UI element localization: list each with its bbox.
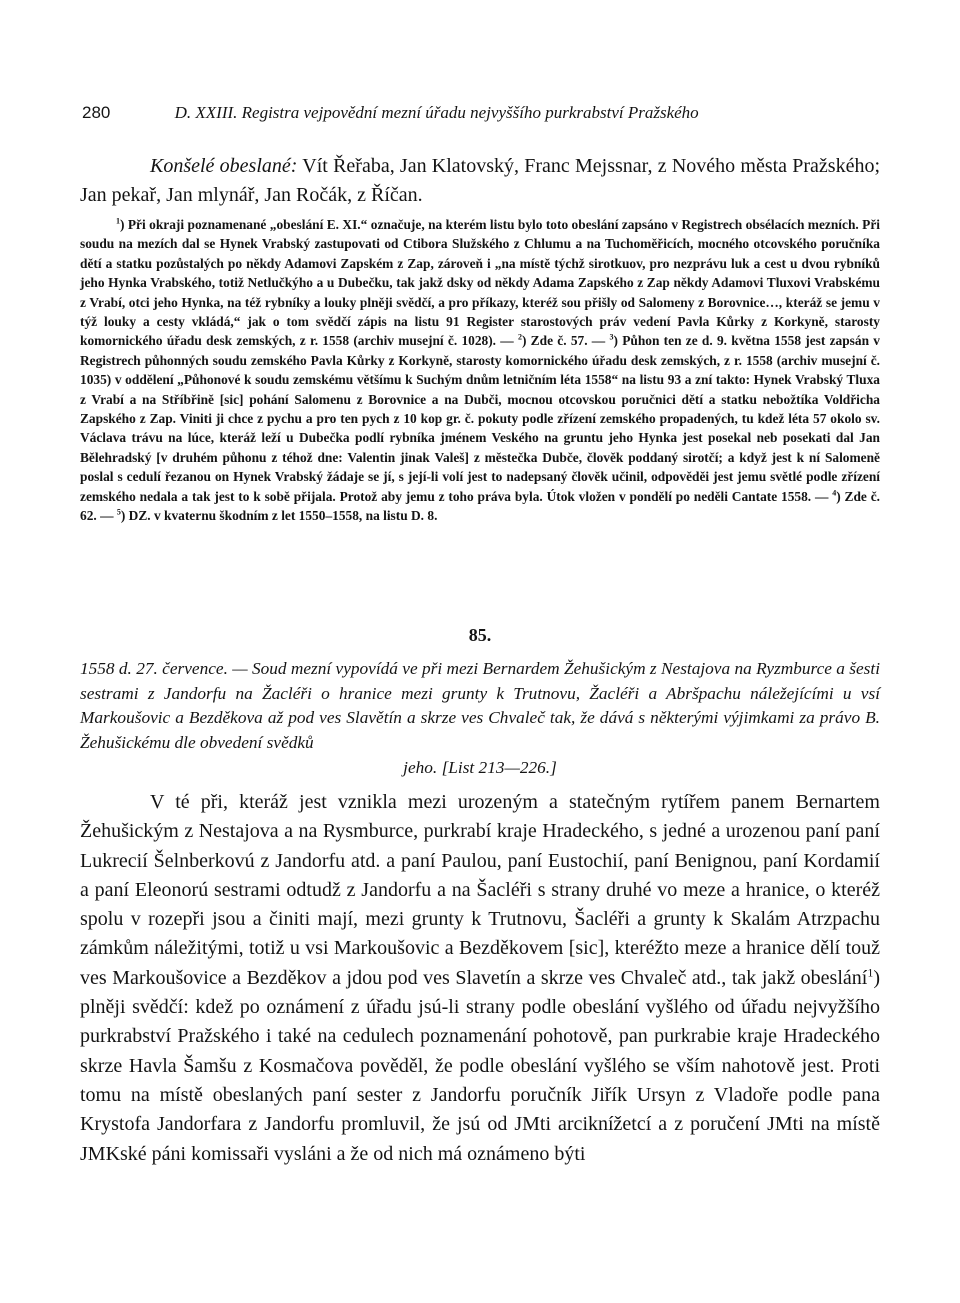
- regest-reference: jeho. [List 213—226.]: [403, 757, 557, 777]
- council-names: Vít Řeřaba, Jan Klatovský, Franc Mejssnar, z Nového města Pražského; Jan pekař, Jan mlynář, Jan Ročák, z Říčan.: [80, 155, 881, 206]
- footnote-4: ) Zde č. 62. —: [80, 488, 880, 524]
- footnote-3-mark: 3: [609, 332, 614, 342]
- footnote-1-mark: 1: [116, 216, 121, 226]
- footnote-2: ) Zde č. 57. —: [521, 333, 606, 349]
- body-text: [80, 788, 880, 1169]
- footnote-5: ) DZ. v kvaternu škodním z let 1550–1558, na listu D. 8.: [120, 508, 438, 524]
- footnotes: [80, 215, 880, 526]
- footnote-3: ) Půhon ten ze d. 9. května 1558 jest zapsán v Registrech půhonných soudu zemského Pavla Kůrky z Korkyně, starosty komornického úřadu desk zemských, z r. 1558 (archiv musejní č. 1035) v oddělení „Půhonové k soudu zemskému většímu k Suchým dnům letničním léta 1558“ na listu 93 a zní takto: Hynek Vrabský Tluxa z Vrabí a na Stříbřině [sic] pohání Salomenu z Borovnice a na Dubči, mocnou otcovskou poručnici dětí a statku nebožtíka Voldřicha Zapského z Zap. Viniti ji chce z pychu a pro ten pych z 10 kop gr. č. pokuty podle zřízení zemského propadených, tu kdež léta 57 okolo sv. Václava trávu na lúce, kteráž leží u Dubečka podlí rybníka jménem Veského na gruntu jeho Hynka jest posekal neb posekati dal Jan Bělehradský [v druhém půhonu z téhož dne: Valentin jinak Valeš] z městečka Dubče, člověk poddaný sirotčí; a když jest k ní Salomeně poslal s cedulí řezanou on Hynek Vrabský žádaje se jí, s její-li volí jest to nadepsaný člověk učinil, odpověděi jest jemu světlé podle zřízení zemského nedala a tak jest to k sobě přijala. Protož aby jemu z toho práva byla. Útok vložen v pondělí po neděli Cantate 1558. —: [80, 333, 880, 504]
- body-part-2: ) plněji svědčí: kdež po oznámení z úřadu jsú-li strany podle obeslání vyšlého od úřadu nejvyžšího purkrabství Pražského i také na cedulech poznamenání pohotově, pan purkrabie kraje Hradeckého skrze Havla Šamšu z Kosmačova pověděl, že podle obeslání vyšlého se vším nahotově jest. Proti tomu na místě obeslaných paní sester z Jandorfu poručník Jiřík Ursyn z Vladoře podle pana Krystofa Jandorfara z Jandorfu promluvil, že jsú od JMti arciknížetcí a z poručení JMti na místě JMKské páni komissaři vysláni a že od nich má oznámeno býti: [80, 966, 880, 1165]
- section-number: 85.: [468, 625, 492, 645]
- footnote-text: [80, 215, 880, 526]
- page-number: 280: [82, 103, 111, 122]
- body-paragraph: [80, 788, 880, 1169]
- body-footnote-mark: 1: [867, 965, 874, 980]
- council-label: Konšelé obeslané:: [150, 155, 298, 177]
- regest-text: 1558 d. 27. července. — Soud mezní vypovídá ve při mezi Bernardem Žehušickým z Nestajova na Ryzmburce a šesti sestrami z Jandorfu na Žacléři o hranice mezi grunty k Trutnovu, Žacléři a Abršpachu náležejícími u vsí Markoušovic a Bezděkova až pod ves Slavětín a skrze ves Chvaleč tak, že dává s některými výjimkami za právo B. Žehušickému dle obvedení svědků: [80, 659, 880, 753]
- running-title: D. XXIII. Registra vejpovědní mezní úřadu nejvyššího purkrabství Pražského: [174, 103, 699, 122]
- body-part-1: V té při, kteráž jest vznikla mezi urozeným a statečným rytířem panem Bernartem Žehušickým z Nestajova a na Rysmburce, purkrabí kraje Hradeckého, s jedné a urozenou paní paní Lukrecií Šelnberkovú z Jandorfu atd. a paní Paulou, paní Eustochií, paní Benignou, paní Kordamií a paní Eleonorú sestrami odtudž z Jandorfu a na Šacléři s strany druhé vo meze a hranice, o kteréž spolu v rozepři jsou a činiti mají, mezi grunty k Trutnovu, Šacléři a grunty k Skalám Atrzpachu zámkům náležitými, totiž u vsi Markoušovic a Bezděkovem [sic], kteréžto meze a hranice dělí touž ves Markoušovice a Bezděkov a jdou pod ves Slavetín a skrze ves Chvaleč atd., tak jakž obeslání: [80, 791, 880, 989]
- council-members-paragraph: [80, 152, 880, 210]
- footnote-1: ) Při okraji poznamenané „obeslání E. XI.“ označuje, na kterém listu bylo toto obeslání zapsáno v Registrech obsélacích mezních. Při soudu na mezích dal se Hynek Vrabský zastupovati od Ctibora Služského z Chlumu a na Tuchoměřicích, mocného otcovského poručníka dětí a statku pozůstalých po někdy Adamovi Zapském z Zap, zároveň i „na místě týchž sirotkuov, pro nezprávu luk a cest u dvou rybníků jeho Hynka Vrabského, totiž Netlučkýho a u Dubečku, tak jakž dsky od někdy Adama Zapského z Zap někdy Adamovi Tluxovi Vrabskému z Vrabí, otci jeho Hynka, na též rybníky a louky plněji svědčí, a pro příkazy, kteréž sou přišly od Salomeny z Borovnice…, kteráž se jemu v týž louky a cesty vkládá,“ jak o tom svědčí zápis na listu 91 Register starostových práv vedení Pavla Kůrky z Korkyně, starosty komornického úřadu desk zemských, z r. 1558 (archiv musejní č. 1028). —: [80, 217, 880, 349]
- footnote-2-mark: 2: [517, 332, 522, 342]
- footnote-4-mark: 4: [832, 488, 837, 498]
- regest: [80, 657, 880, 781]
- footnote-5-mark: 5: [116, 507, 121, 517]
- page-header: [82, 103, 882, 123]
